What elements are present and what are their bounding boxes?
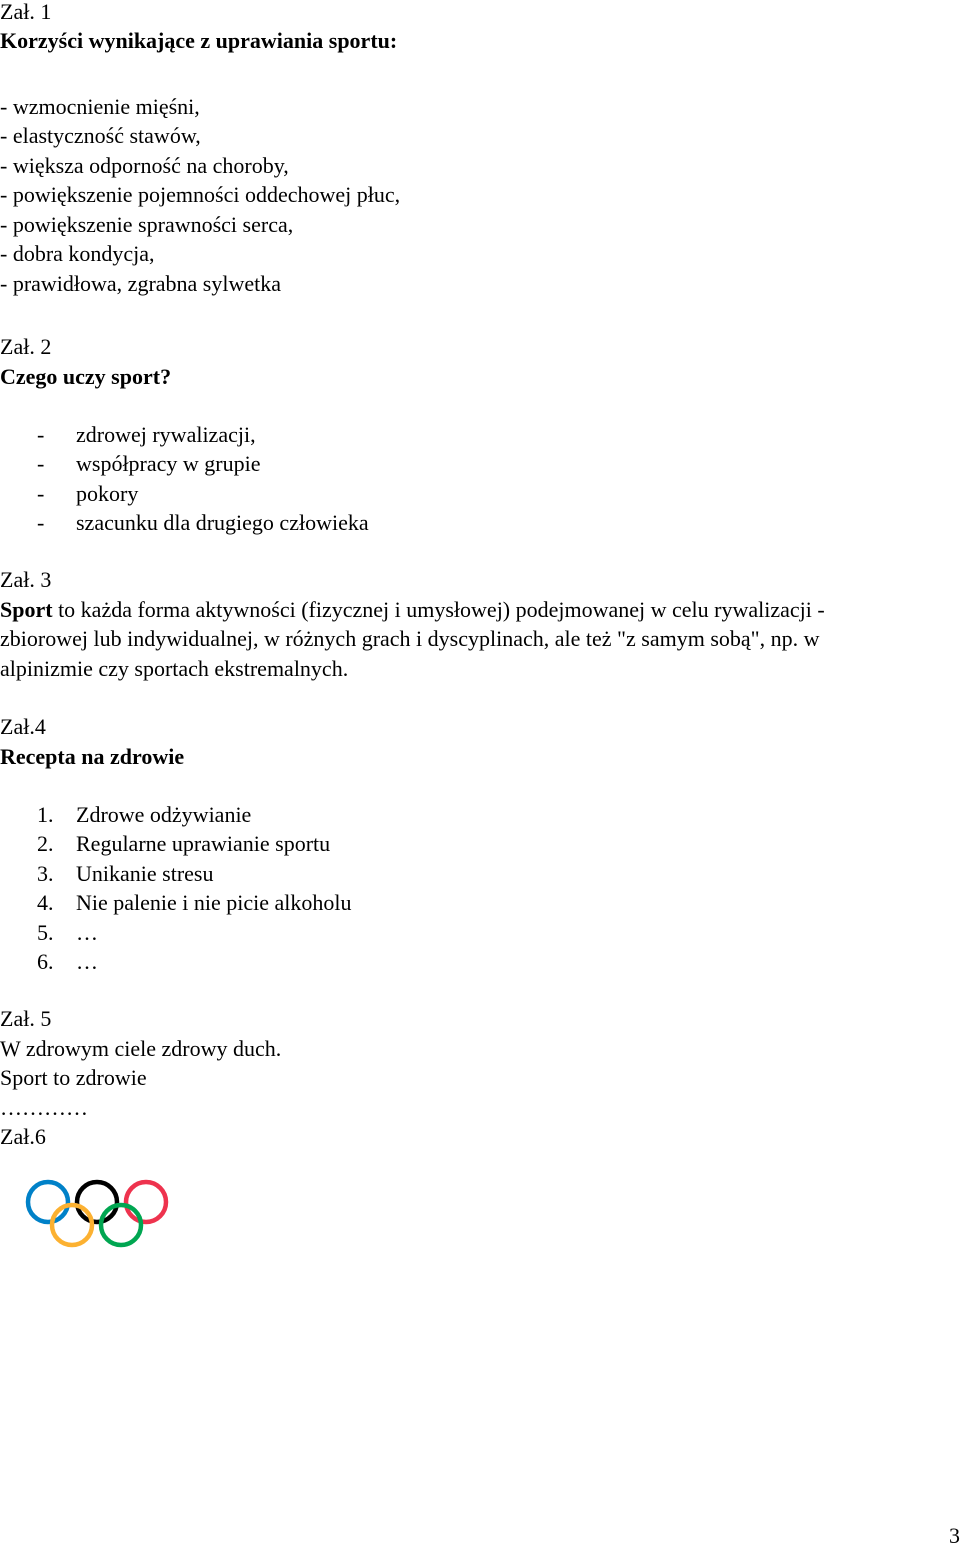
section-2-heading: Czego uczy sport? (0, 364, 172, 389)
ring-red (126, 1182, 166, 1222)
list-item-text: Regularne uprawianie sportu (76, 831, 331, 856)
definition-line: alpinizmie czy sportach ekstremalnych. (0, 656, 349, 681)
list-item-text: pokory (76, 481, 139, 506)
list-dash: - (37, 451, 45, 476)
lessons-list (0, 420, 960, 538)
list-number: 6. (37, 949, 54, 974)
benefit-item: - powiększenie pojemności oddechowej płuc, (0, 182, 401, 207)
list-item (0, 859, 960, 888)
list-item-text: … (76, 949, 98, 974)
definition-line (0, 595, 825, 624)
benefit-item: - większa odporność na choroby, (0, 153, 289, 178)
section-4-label: Zał.4 (0, 714, 46, 739)
olympic-rings-icon (22, 1175, 172, 1253)
benefit-item: - wzmocnienie mięśni, (0, 94, 200, 119)
ring-blue (28, 1182, 68, 1222)
list-number: 4. (37, 890, 54, 915)
section-6-label: Zał.6 (0, 1124, 46, 1149)
recipe-list (0, 800, 960, 976)
list-item-text: Unikanie stresu (76, 861, 214, 886)
list-item (0, 449, 960, 478)
list-item-text: Nie palenie i nie picie alkoholu (76, 890, 352, 915)
definition-line: zbiorowej lub indywidualnej, w różnych grach i dyscyplinach, ale też "z samym sobą", np. w (0, 626, 820, 651)
list-item-text: współpracy w grupie (76, 451, 261, 476)
definition-text: to każda forma aktywności (fizycznej i umysłowej) podejmowanej w celu rywalizacji - (52, 597, 825, 622)
list-number: 5. (37, 920, 54, 945)
section-5-label: Zał. 5 (0, 1006, 52, 1031)
list-item (0, 888, 960, 917)
definition-term: Sport (0, 597, 53, 622)
page-number: 3 (949, 1523, 960, 1548)
ring-black (77, 1182, 117, 1222)
section-2-label: Zał. 2 (0, 334, 52, 359)
list-item-text: zdrowej rywalizacji, (76, 422, 256, 447)
list-number: 1. (37, 802, 54, 827)
benefit-item: - prawidłowa, zgrabna sylwetka (0, 271, 282, 296)
section-1-label: Zał. 1 (0, 0, 52, 24)
section-3-label: Zał. 3 (0, 567, 52, 592)
motto-line: W zdrowym ciele zdrowy duch. (0, 1036, 282, 1061)
ring-green (101, 1205, 141, 1245)
list-item (0, 479, 960, 508)
list-item (0, 420, 960, 449)
list-number: 2. (37, 831, 54, 856)
section-4-heading: Recepta na zdrowie (0, 744, 185, 769)
list-item-text: … (76, 920, 98, 945)
section-1-heading: Korzyści wynikające z uprawiania sportu: (0, 28, 398, 53)
list-item (0, 508, 960, 537)
ring-yellow (52, 1205, 92, 1245)
benefit-item: - elastyczność stawów, (0, 123, 201, 148)
list-number: 3. (37, 861, 54, 886)
motto-line: Sport to zdrowie (0, 1065, 147, 1090)
benefit-item: - dobra kondycja, (0, 241, 155, 266)
list-dash: - (37, 422, 45, 447)
benefit-item: - powiększenie sprawności serca, (0, 212, 294, 237)
list-item (0, 829, 960, 858)
list-item-text: szacunku dla drugiego człowieka (76, 510, 369, 535)
list-item (0, 947, 960, 976)
list-item-text: Zdrowe odżywianie (76, 802, 252, 827)
list-dash: - (37, 481, 45, 506)
motto-line: ………… (0, 1095, 88, 1120)
list-dash: - (37, 510, 45, 535)
list-item (0, 800, 960, 829)
list-item (0, 918, 960, 947)
